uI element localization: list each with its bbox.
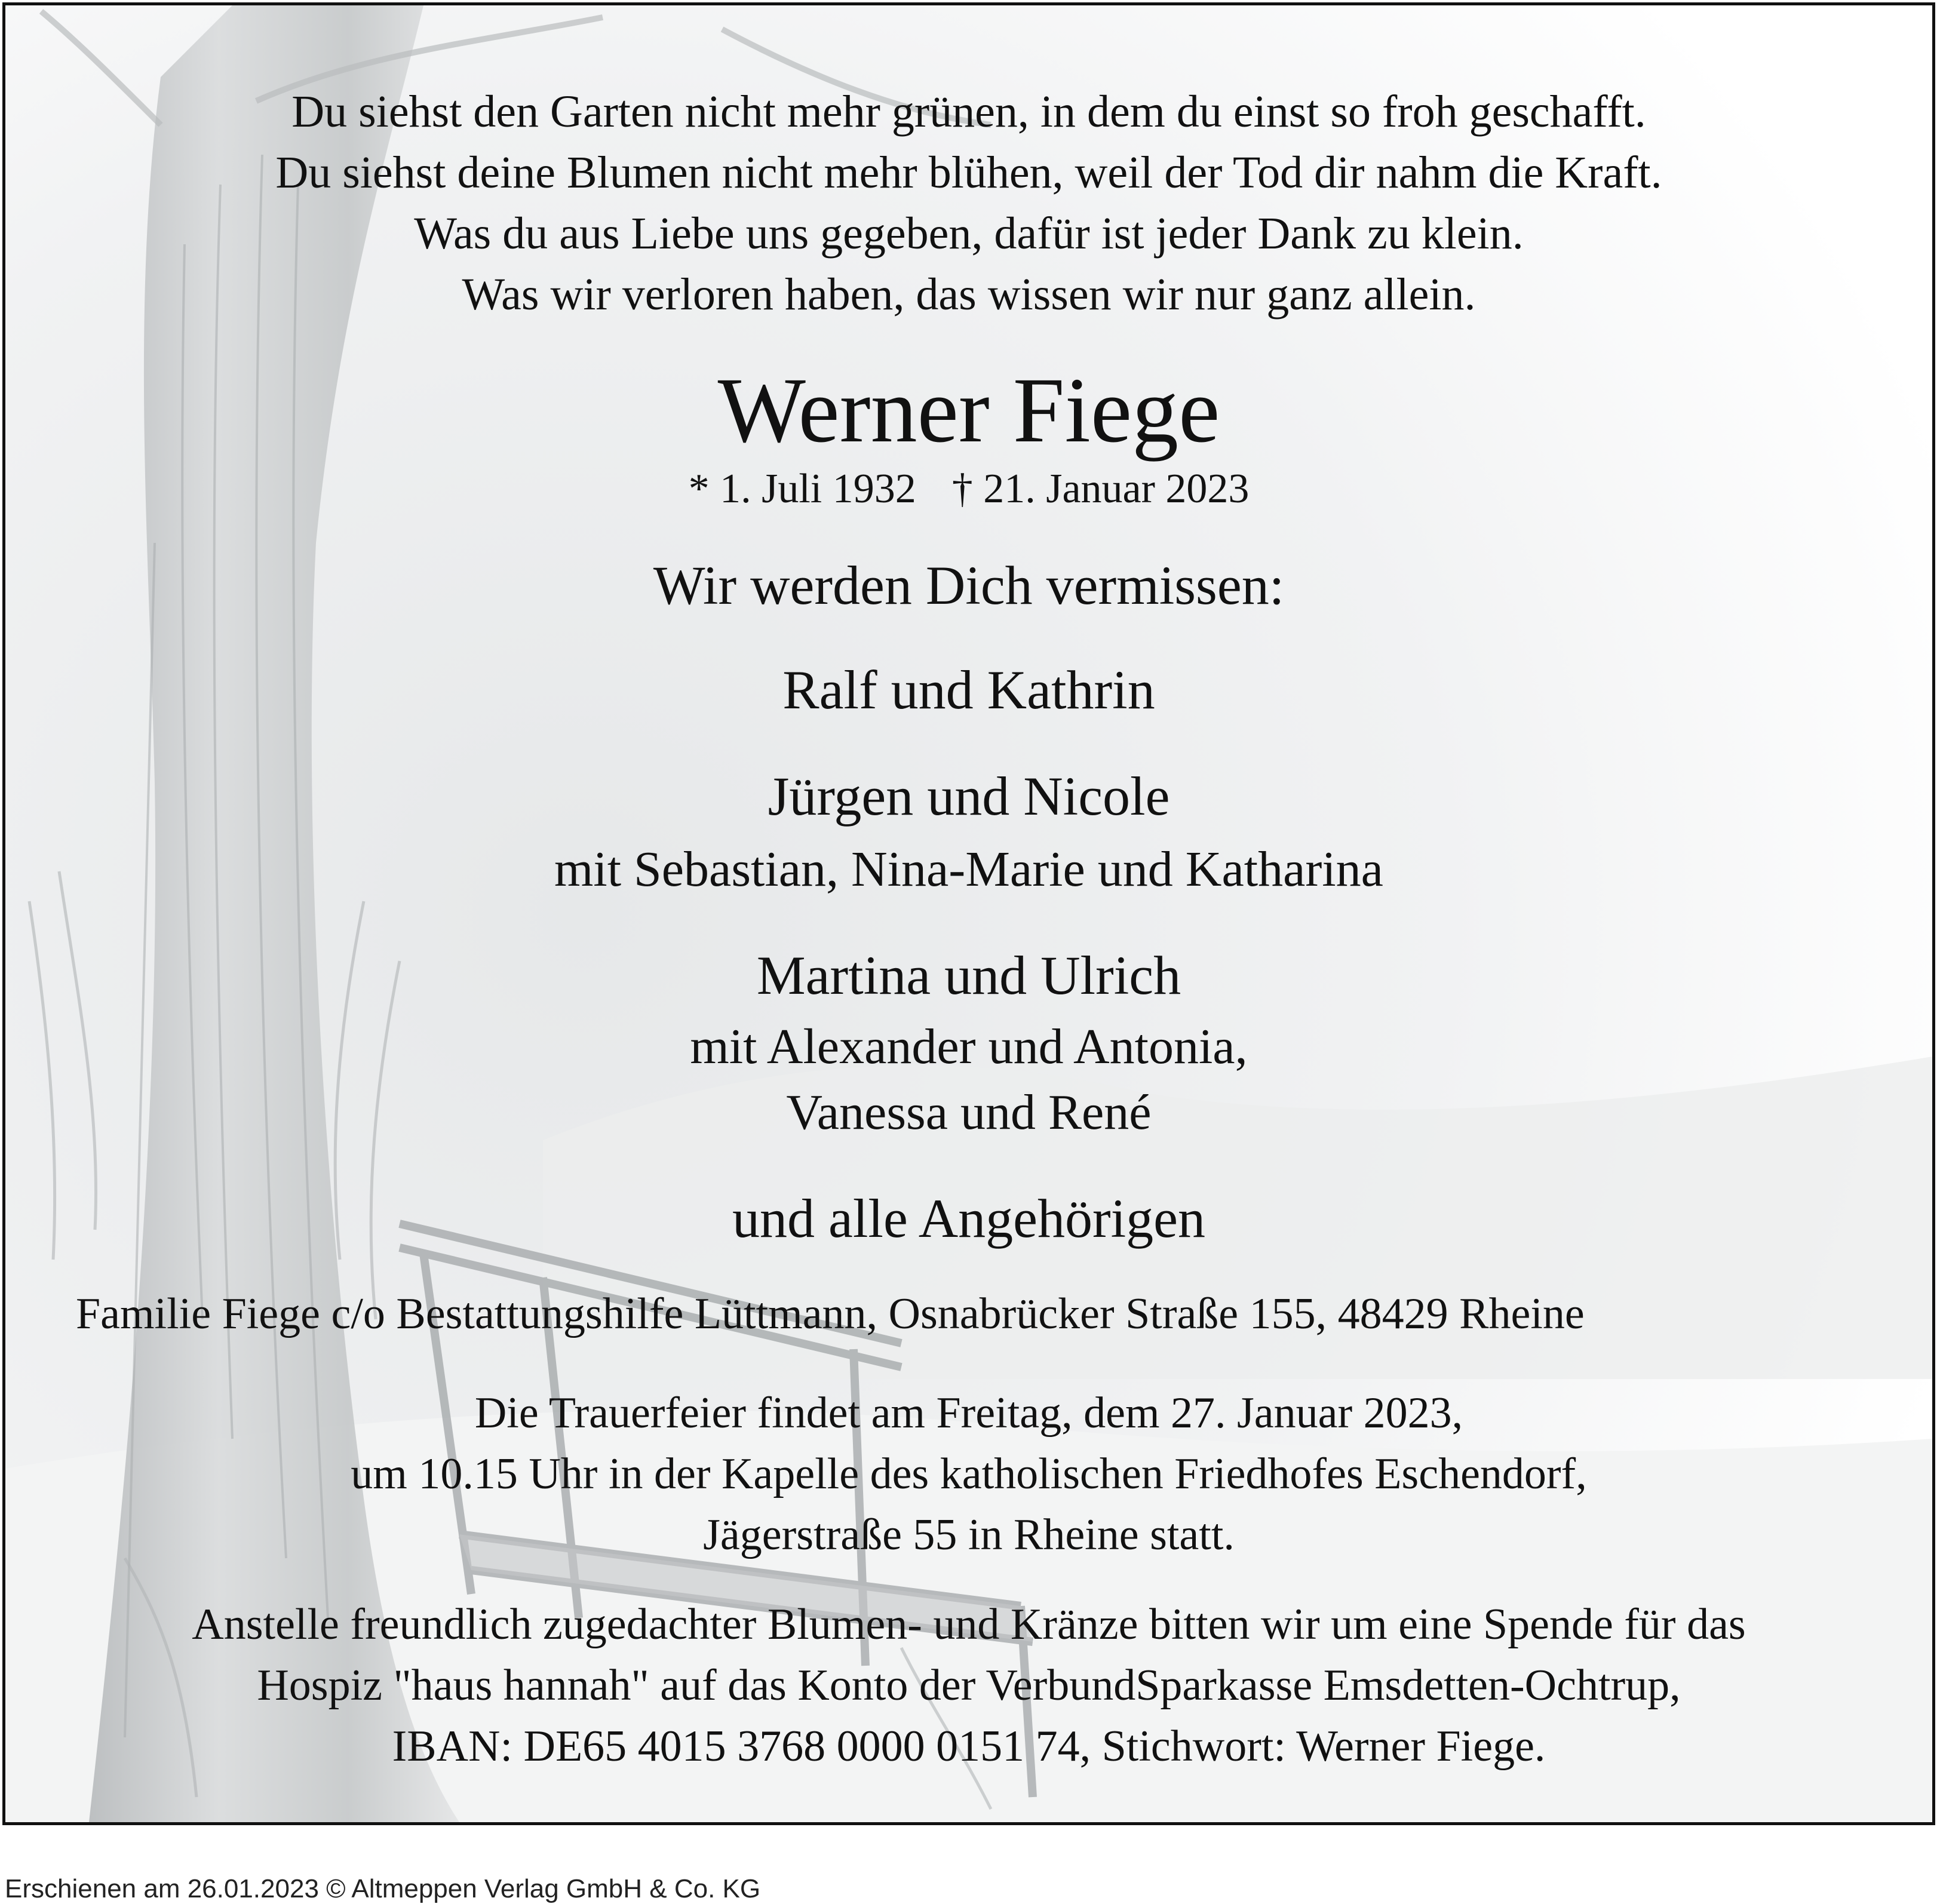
poem-line-4: Was wir verloren haben, das wissen wir nur ganz allein.	[462, 269, 1476, 320]
birth-date: * 1. Juli 1932	[688, 466, 916, 512]
service-line-3: Jägerstraße 55 in Rheine statt.	[703, 1510, 1235, 1559]
mourner-group-3-children-2: Vanessa und René	[786, 1085, 1152, 1140]
publication-footer: Erschienen am 26.01.2023 © Altmeppen Verlag GmbH & Co. KG	[5, 1874, 761, 1903]
poem-line-1: Du siehst den Garten nicht mehr grünen, in dem du einst so froh geschafft.	[291, 87, 1646, 137]
donation-line-1: Anstelle freundlich zugedachter Blumen- und Kränze bitten wir um eine Spende für das	[192, 1600, 1746, 1649]
mourner-group-1: Ralf und Kathrin	[782, 659, 1155, 720]
poem-line-2: Du siehst deine Blumen nicht mehr blühen, weil der Tod dir nahm die Kraft.	[275, 148, 1662, 198]
mourners-intro: Wir werden Dich vermissen:	[653, 555, 1285, 616]
contact-address: Familie Fiege c/o Bestattungshilfe Lüttmann, Osnabrücker Straße 155, 48429 Rheine	[76, 1289, 1585, 1338]
mourner-group-2-children: mit Sebastian, Nina-Marie und Katharina	[554, 842, 1383, 897]
service-line-1: Die Trauerfeier findet am Freitag, dem 27. Januar 2023,	[474, 1389, 1463, 1438]
poem-line-3: Was du aus Liebe uns gegeben, dafür ist jeder Dank zu klein.	[414, 208, 1524, 259]
service-line-2: um 10.15 Uhr in der Kapelle des katholischen Friedhofes Eschendorf,	[351, 1450, 1587, 1498]
death-date: † 21. Januar 2023	[951, 466, 1250, 512]
mourner-group-3-children-1: mit Alexander und Antonia,	[690, 1019, 1248, 1074]
donation-line-2: Hospiz "haus hannah" auf das Konto der VerbundSparkasse Emsdetten-Ochtrup,	[257, 1661, 1681, 1710]
life-dates	[5, 468, 1932, 510]
obituary-frame	[2, 2, 1935, 1825]
mourner-group-3: Martina und Ulrich	[756, 945, 1181, 1006]
donation-line-3: IBAN: DE65 4015 3768 0000 0151 74, Stichwort: Werner Fiege.	[392, 1722, 1546, 1771]
other-relatives: und alle Angehörigen	[732, 1188, 1206, 1249]
mourner-group-2: Jürgen und Nicole	[768, 766, 1170, 827]
obituary-content	[5, 5, 1932, 1822]
deceased-name: Werner Fiege	[717, 358, 1220, 462]
